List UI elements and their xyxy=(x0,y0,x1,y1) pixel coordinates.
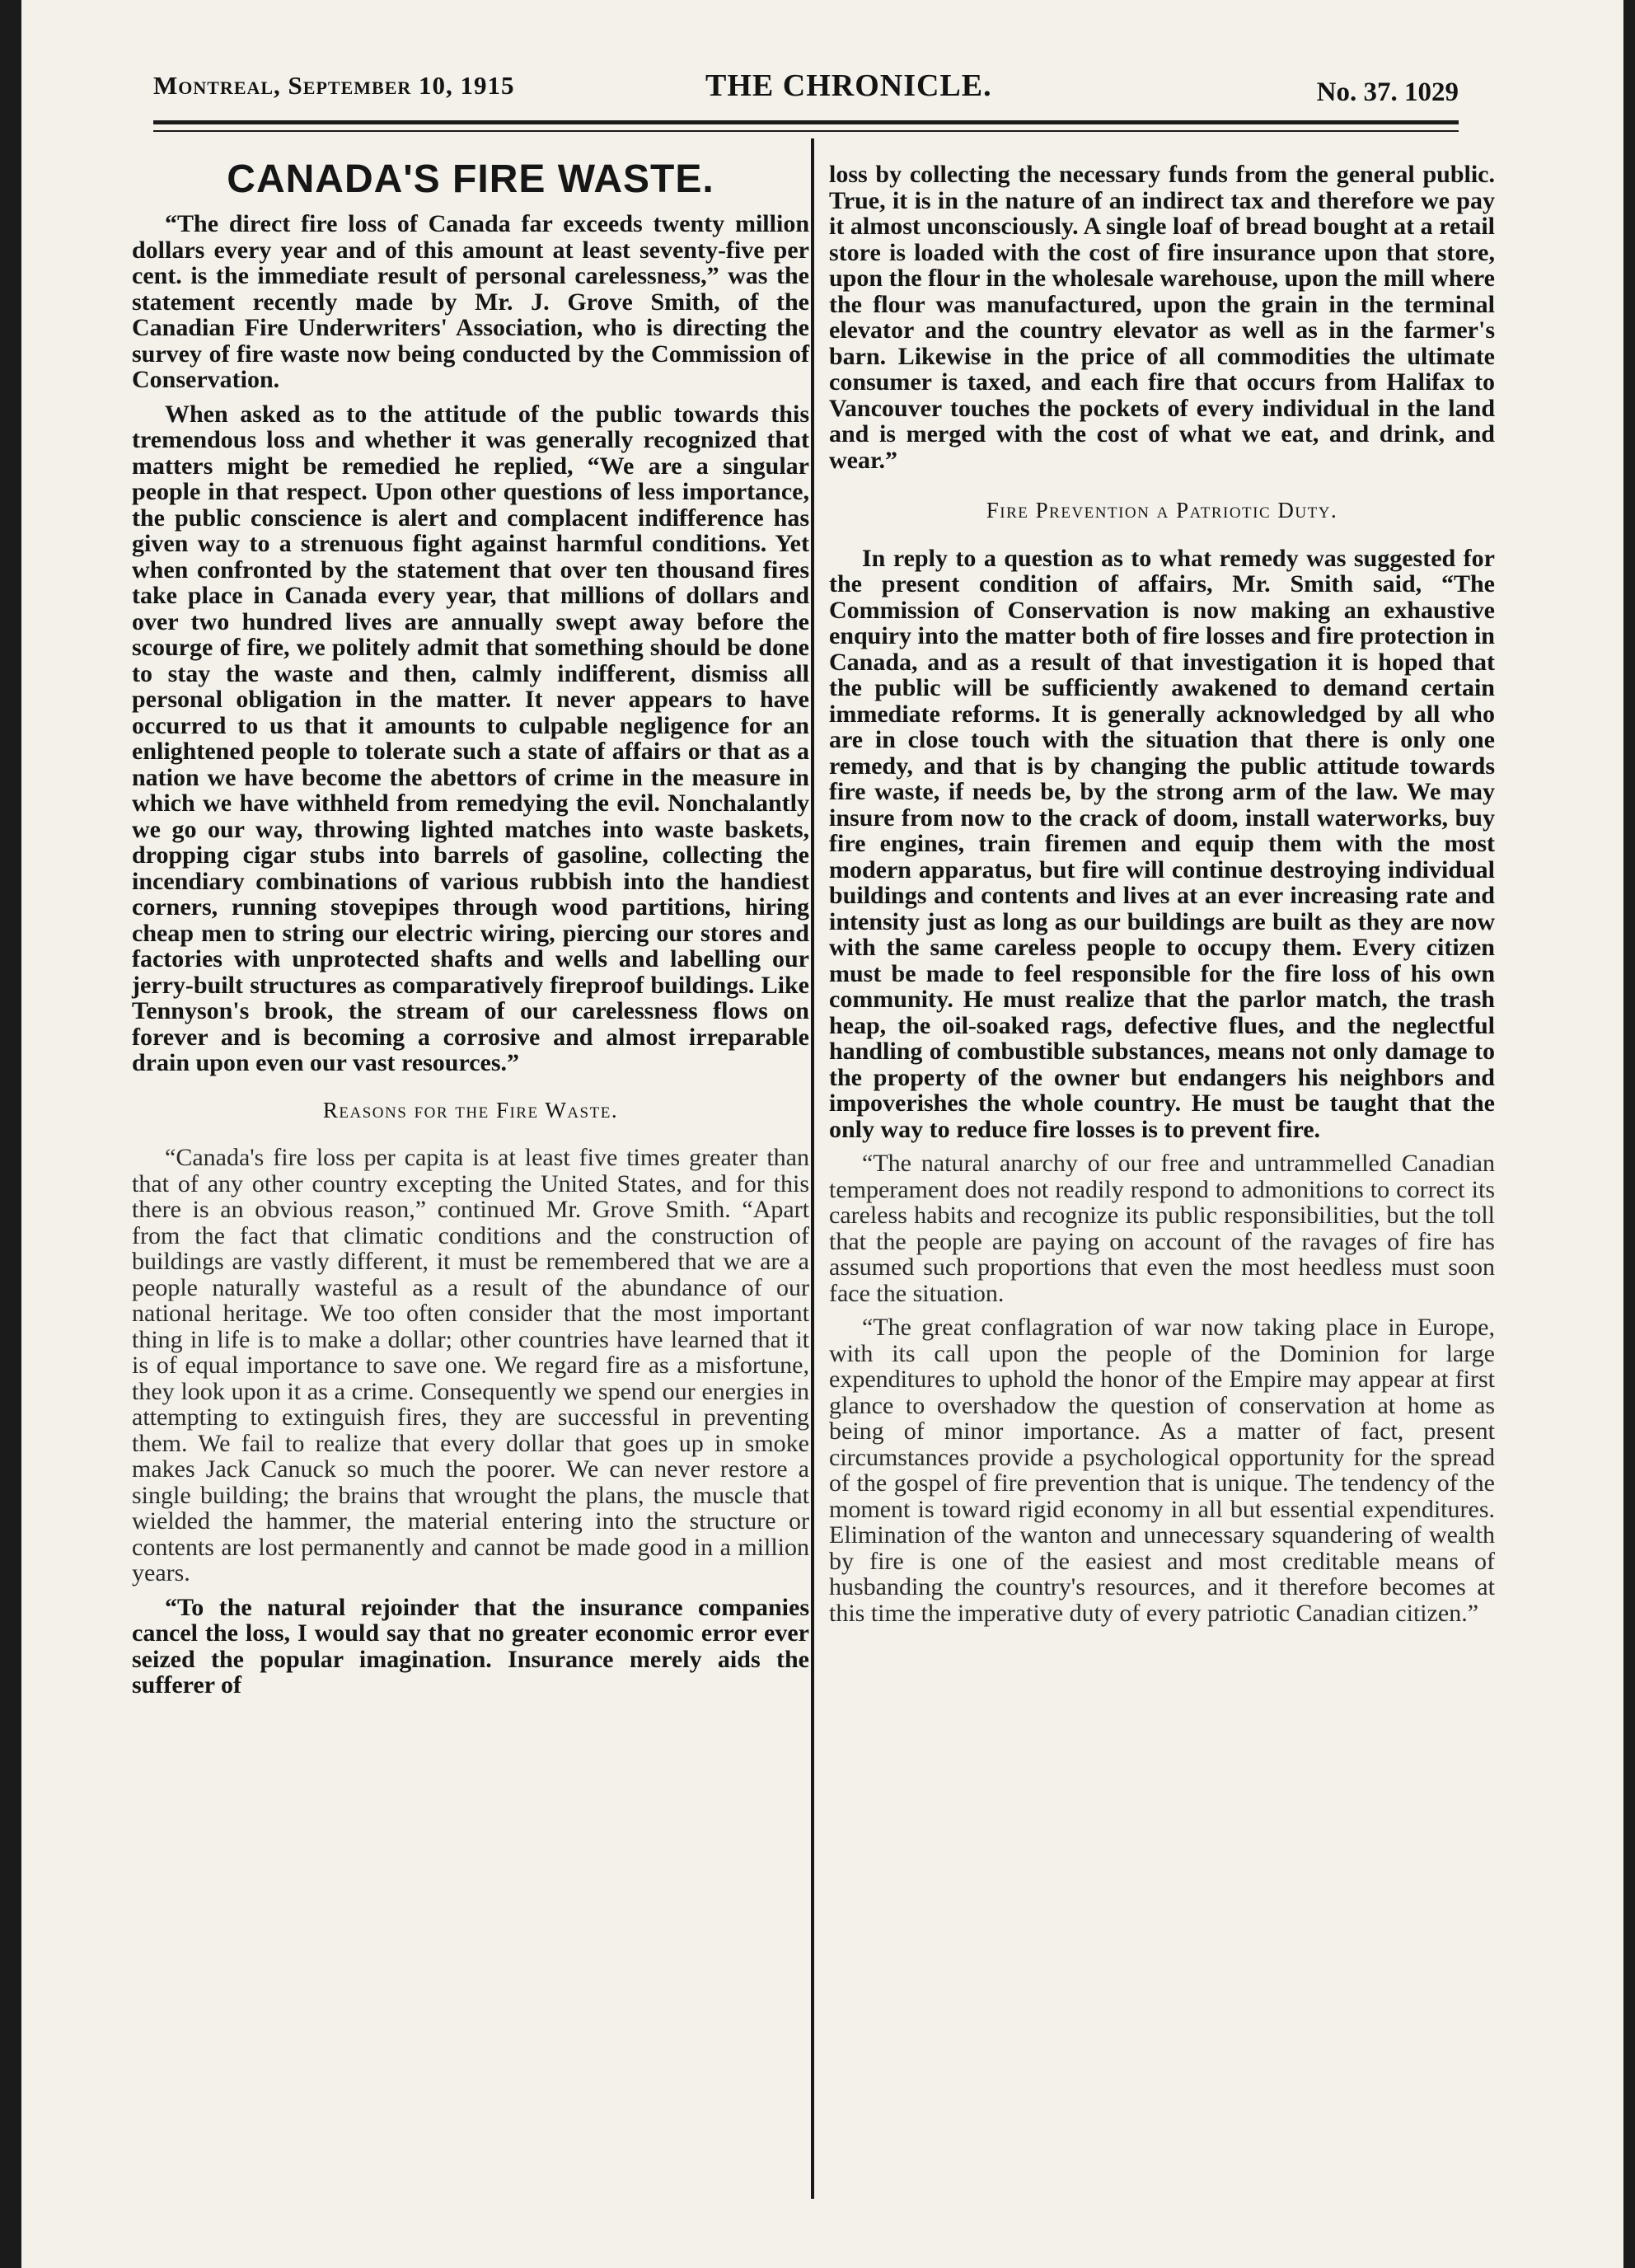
article-paragraph: “The direct fire loss of Canada far exceeds twenty million dollars every year and of this amount at least seventy-five per cent. is the immediate result of personal carelessness,” was the statement recently made by Mr. J. Grove Smith, of the Canadian Fire Underwriters' Association, who is directing the survey of fire waste now being conducted by the Commission of Conservation. xyxy=(132,210,809,393)
article-paragraph: “Canada's fire loss per capita is at least five times greater than that of any other country excepting the United States, and for this there is an obvious reason,” continued Mr. Grove Smith. “Apart from the fact that climatic conditions and the construction of buildings are vastly different, it must be remembered that we are a people naturally wasteful as a result of the abundance of our national heritage. We too often consider that the most important thing in life is to make a dollar; other countries have learned that it is of equal importance to save one. We regard fire as a misfortune, they look upon it as a crime. Consequently we spend our energies in attempting to extinguish fires, they are successful in preventing them. We fail to realize that every dollar that goes up in smoke makes Jack Canuck so much the poorer. We can never restore a single building; the brains that wrought the plans, the muscle that wielded the hammer, the material entering into the structure or contents are lost permanently and cannot be made good in a million years. xyxy=(132,1144,809,1586)
issue-and-page-number: No. 37. 1029 xyxy=(1316,77,1459,107)
article-paragraph-continued: loss by collecting the necessary funds from the general public. True, it is in the nature of an indirect tax and therefore we pay it almost unconsciously. A single loaf of bread bought at a retail store is loaded with the cost of fire insurance upon that store, upon the flour in the wholesale warehouse, upon the mill where the flour was manufactured, upon the grain in the terminal elevator and the country elevator as well as in the farmer's barn. Likewise in the price of all commodities the ultimate consumer is taxed, and each fire that occurs from Halifax to Vancouver touches the pockets of every individual in the land and is merged with the cost of what we eat, and drink, and wear.” xyxy=(829,161,1495,474)
article-paragraph: “The great conflagration of war now taking place in Europe, with its call upon the people of the Dominion for large expenditures to uphold the honor of the Empire may appear at first glance to overshadow the question of conservation at home as being of minor importance. As a matter of fact, present circumstances provide a psychological opportunity for the spread of the gospel of fire prevention that is unique. The tendency of the moment is toward rigid economy in all but essential expenditures. Elimination of the wanton and unnecessary squandering of wealth by fire is one of the easiest and most creditable means of husbanding the country's resources, and it therefore becomes at this time the imperative duty of every patriotic Canadian citizen.” xyxy=(829,1314,1495,1627)
column-divider xyxy=(811,138,814,2199)
right-column xyxy=(829,162,1495,1634)
left-column xyxy=(132,157,809,1707)
section-heading-reasons: Reasons for the Fire Waste. xyxy=(322,1097,619,1122)
article-paragraph: “To the natural rejoinder that the insurance companies cancel the loss, I would say that no greater economic error ever seized the popular imagination. Insurance merely aids the sufferer of xyxy=(132,1593,809,1699)
article-paragraph: In reply to a question as to what remedy was suggested for the present condition of affairs, Mr. Smith said, “The Commission of Conservation is now making an exhaustive enquiry into the matter both of fire losses and fire protection in Canada, and as a result of that investigation it is hoped that the public will be sufficiently awakened to demand certain immediate reforms. It is generally acknowledged by all who are in close touch with the situation that there is only one remedy, and that is by changing the public attitude towards fire waste, if needs be, by the strong arm of the law. We may insure from now to the crack of doom, install waterworks, buy fire engines, train firemen and equip them with the most modern apparatus, but fire will continue destroying individual buildings and contents and lives at an ever increasing rate and intensity just as long as our buildings are built as they are now with the same careless people to occupy them. Every citizen must be made to feel responsible for the fire loss of his own community. He must realize that the parlor match, the trash heap, the oil-soaked rags, defective flues, and the neglectful handling of combustible substances, means not only damage to the property of the owner but endangers his neighbors and impoverishes the whole country. He must be taught that the only way to reduce fire losses is to prevent fire. xyxy=(829,544,1495,1143)
header-rule-thick xyxy=(153,120,1459,124)
section-heading-prevention: Fire Prevention a Patriotic Duty. xyxy=(986,498,1338,522)
running-head xyxy=(153,68,1459,109)
article-title: CANADA'S FIRE WASTE. xyxy=(227,157,714,201)
publication-title: THE CHRONICLE. xyxy=(705,68,992,103)
dateline: Montreal, September 10, 1915 xyxy=(153,71,515,100)
header-rule-thin xyxy=(153,130,1459,132)
article-paragraph: “The natural anarchy of our free and untrammelled Canadian temperament does not readily respond to admonitions to correct its careless habits and recognize its public responsibilities, but the toll that the people are paying on account of the ravages of fire has assumed such proportions that even the most heedless must soon face the situation. xyxy=(829,1150,1495,1307)
article-paragraph: When asked as to the attitude of the public towards this tremendous loss and whether it was generally recognized that matters might be remedied he replied, “We are a singular people in that respect. Upon other questions of less importance, the public conscience is alert and complacent indifference has given way to a strenuous fight against harmful conditions. Yet when confronted by the statement that over ten thousand fires take place in Canada every year, that millions of dollars and over two hundred lives are annually swept away before the scourge of fire, we politely admit that something should be done to stay the waste and then, calmly indifferent, dismiss all personal obligation in the matter. It never appears to have occurred to us that it amounts to culpable negligence for an enlightened people to tolerate such a state of affairs or that as a nation we have become the abettors of crime in the measure in which we have withheld from remedying the evil. Nonchalantly we go our way, throwing lighted matches into waste baskets, dropping cigar stubs into barrels of gasoline, collecting the incendiary combinations of various rubbish into the handiest corners, running stovepipes through wood partitions, hiring cheap men to string our electric wiring, piercing our stores and factories with unprotected shafts and wells and labelling our jerry-built structures as comparatively fireproof buildings. Like Tennyson's brook, the stream of our carelessness flows on forever and is becoming a corrosive and almost irreparable drain upon even our vast resources.” xyxy=(132,400,809,1076)
